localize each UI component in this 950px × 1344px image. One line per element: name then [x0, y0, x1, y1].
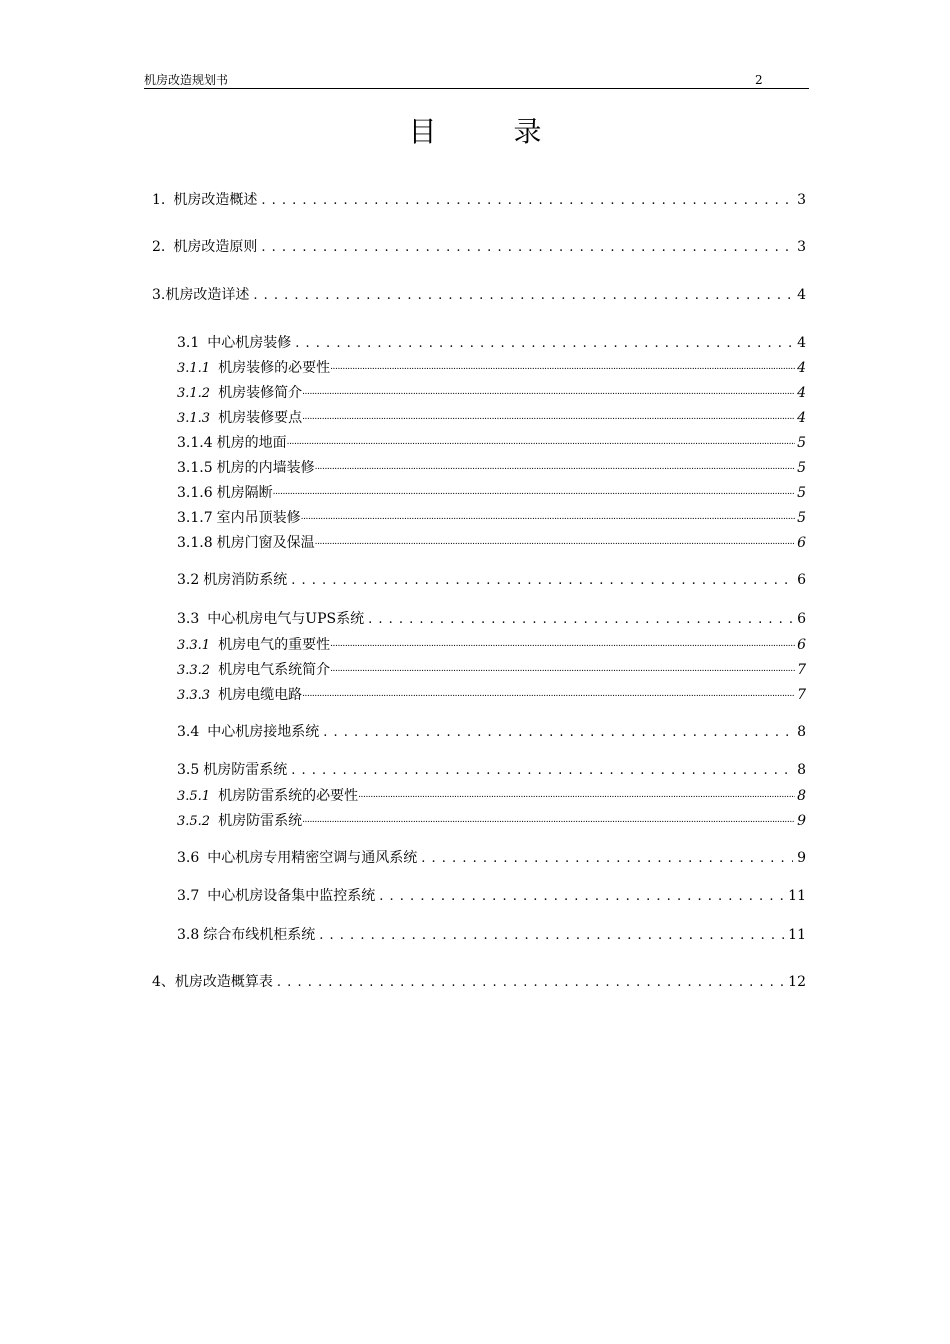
toc-entry-text: 机房装修简介 — [218, 385, 303, 401]
toc-entry[interactable] — [152, 189, 806, 211]
toc-entry-page: 6 — [797, 535, 806, 551]
dot-leader — [287, 433, 795, 447]
dot-leader — [330, 358, 795, 372]
toc-entry-text: 中心机房电气与UPS系统 — [207, 611, 365, 627]
dot-leader — [302, 685, 795, 699]
toc-entry-text: 机房改造详述 — [165, 287, 250, 303]
toc-entry-number: 3.3.1 — [177, 638, 211, 653]
dot-leader — [302, 811, 795, 825]
toc-entry-number: 3.8 — [177, 927, 200, 943]
dot-leader — [323, 721, 793, 744]
toc-title: 目 录 — [408, 115, 576, 148]
toc-entry-text: 机房电气的重要性 — [218, 637, 331, 653]
toc-entry-text: 室内吊顶装修 — [216, 510, 301, 526]
dot-leader — [315, 533, 795, 547]
toc-entry-page: 5 — [797, 460, 806, 476]
toc-entry-text: 中心机房接地系统 — [207, 724, 320, 740]
toc-entry-text: 机房的地面 — [216, 435, 287, 451]
toc-entry-page: 7 — [797, 687, 806, 703]
toc-entry[interactable] — [177, 357, 806, 379]
dot-leader — [302, 408, 795, 422]
toc-entry[interactable] — [177, 634, 806, 656]
toc-entry-number: 3.1.8 — [177, 535, 213, 551]
header-page-number: 2 — [755, 73, 763, 87]
toc-entry-text: 机房的内墙装修 — [216, 460, 315, 476]
toc-entry-page: 4 — [797, 385, 806, 401]
dot-leader — [330, 635, 795, 649]
toc-entry-number: 3.4 — [177, 724, 200, 740]
dot-leader — [261, 189, 793, 212]
toc-entry-page: 8 — [797, 788, 806, 804]
toc-entry-text: 机房装修要点 — [218, 410, 303, 426]
toc-entry-text: 机房装修的必要性 — [218, 360, 331, 376]
dot-leader — [253, 284, 793, 307]
dot-leader — [273, 483, 795, 497]
toc-entry[interactable] — [177, 810, 806, 832]
dot-leader — [421, 847, 793, 870]
toc-entry-text: 机房防雷系统 — [218, 813, 303, 829]
toc-entry[interactable] — [177, 532, 806, 554]
toc-entry-text: 机房改造原则 — [173, 239, 258, 255]
toc-entry-page: 6 — [797, 637, 806, 653]
toc-entry[interactable] — [177, 659, 806, 681]
toc-entry[interactable] — [177, 924, 806, 946]
toc-entry-page: 5 — [797, 485, 806, 501]
toc-entry-page: 3 — [797, 192, 806, 208]
toc-entry-number: 3.5.2 — [177, 814, 211, 829]
toc-entry[interactable] — [177, 382, 806, 404]
toc-entry-number: 4、 — [152, 974, 175, 990]
toc-entry[interactable] — [177, 885, 806, 907]
dot-leader — [291, 569, 793, 592]
toc-entry[interactable] — [177, 759, 806, 781]
toc-entry[interactable] — [152, 971, 806, 993]
toc-entry-number: 3.2 — [177, 572, 200, 588]
toc-entry-text: 机房门窗及保温 — [216, 535, 315, 551]
toc-entry-page: 6 — [797, 572, 806, 588]
toc-entry-text: 机房改造概述 — [173, 192, 258, 208]
toc-entry-number: 3.3.3 — [177, 688, 211, 703]
dot-leader — [315, 458, 795, 472]
toc-entry[interactable] — [177, 482, 806, 504]
toc-entry[interactable] — [177, 721, 806, 743]
dot-leader — [379, 885, 784, 908]
toc-entry-page: 4 — [797, 360, 806, 376]
toc-entry-page: 12 — [788, 974, 806, 990]
toc-entry-page: 4 — [797, 410, 806, 426]
toc-entry-page: 5 — [797, 510, 806, 526]
toc-entry-text: 机房电气系统简介 — [218, 662, 331, 678]
toc-entry-text: 机房电缆电路 — [218, 687, 303, 703]
toc-entry-text: 综合布线机柜系统 — [203, 927, 316, 943]
toc-entry-number: 3. — [152, 287, 166, 303]
toc-entry-text: 机房隔断 — [216, 485, 273, 501]
toc-entry-number: 3.1 — [177, 335, 200, 351]
toc-entry-number: 3.5 — [177, 762, 200, 778]
toc-entry[interactable] — [177, 332, 806, 354]
toc-entry-page: 3 — [797, 239, 806, 255]
toc-entry-page: 5 — [797, 435, 806, 451]
toc-entry-number: 3.1.5 — [177, 460, 213, 476]
toc-entry-text: 中心机房专用精密空调与通风系统 — [207, 850, 418, 866]
toc-entry-number: 3.1.2 — [177, 386, 211, 401]
toc-entry-number: 1. — [152, 192, 166, 208]
toc-entry-number: 3.1.6 — [177, 485, 213, 501]
toc-entry-page: 9 — [797, 813, 806, 829]
toc-entry-page: 11 — [788, 927, 806, 943]
toc-entry-page: 6 — [797, 611, 806, 627]
dot-leader — [301, 508, 795, 522]
toc-entry-text: 机房改造概算表 — [174, 974, 273, 990]
toc-entry-number: 3.6 — [177, 850, 200, 866]
toc-entry[interactable] — [177, 407, 806, 429]
toc-entry-page: 9 — [797, 850, 806, 866]
toc-entry-number: 3.1.1 — [177, 361, 211, 376]
toc-entry-number: 3.5.1 — [177, 789, 211, 804]
toc-entry[interactable] — [152, 284, 806, 306]
toc-entry-text: 机房防雷系统 — [203, 762, 288, 778]
toc-entry[interactable] — [177, 569, 806, 591]
dot-leader — [291, 759, 793, 782]
toc-entry-page: 4 — [797, 335, 806, 351]
toc-entry-page: 8 — [797, 724, 806, 740]
toc-entry[interactable] — [177, 457, 806, 479]
header-title: 机房改造规划书 — [144, 73, 229, 87]
toc-entry[interactable] — [177, 432, 806, 454]
toc-entry-number: 3.1.3 — [177, 411, 211, 426]
toc-entry-page: 8 — [797, 762, 806, 778]
toc-entry-number: 3.7 — [177, 888, 200, 904]
dot-leader — [295, 332, 793, 355]
toc-entry-number: 3.3 — [177, 611, 200, 627]
toc-entry[interactable] — [177, 785, 806, 807]
dot-leader — [302, 383, 795, 397]
dot-leader — [330, 660, 795, 674]
toc-entry[interactable] — [177, 507, 806, 529]
toc-entry-page: 4 — [797, 287, 806, 303]
toc-entry-page: 7 — [797, 662, 806, 678]
toc-entry-number: 2. — [152, 239, 166, 255]
toc-entry[interactable] — [177, 684, 806, 706]
dot-leader — [368, 608, 793, 631]
dot-leader — [319, 924, 784, 947]
toc-entry-text: 机房防雷系统的必要性 — [218, 788, 359, 804]
toc-entry[interactable] — [152, 236, 806, 258]
toc-entry-text: 中心机房装修 — [207, 335, 292, 351]
toc-entry-number: 3.1.4 — [177, 435, 213, 451]
toc-entry[interactable] — [177, 847, 806, 869]
toc-entry-page: 11 — [788, 888, 806, 904]
dot-leader — [358, 786, 795, 800]
toc-entry-number: 3.1.7 — [177, 510, 213, 526]
toc-entry-text: 中心机房设备集中监控系统 — [207, 888, 376, 904]
dot-leader — [261, 236, 793, 259]
toc-entry-text: 机房消防系统 — [203, 572, 288, 588]
dot-leader — [277, 971, 784, 994]
toc-entry-number: 3.3.2 — [177, 663, 211, 678]
toc-entry[interactable] — [177, 608, 806, 630]
